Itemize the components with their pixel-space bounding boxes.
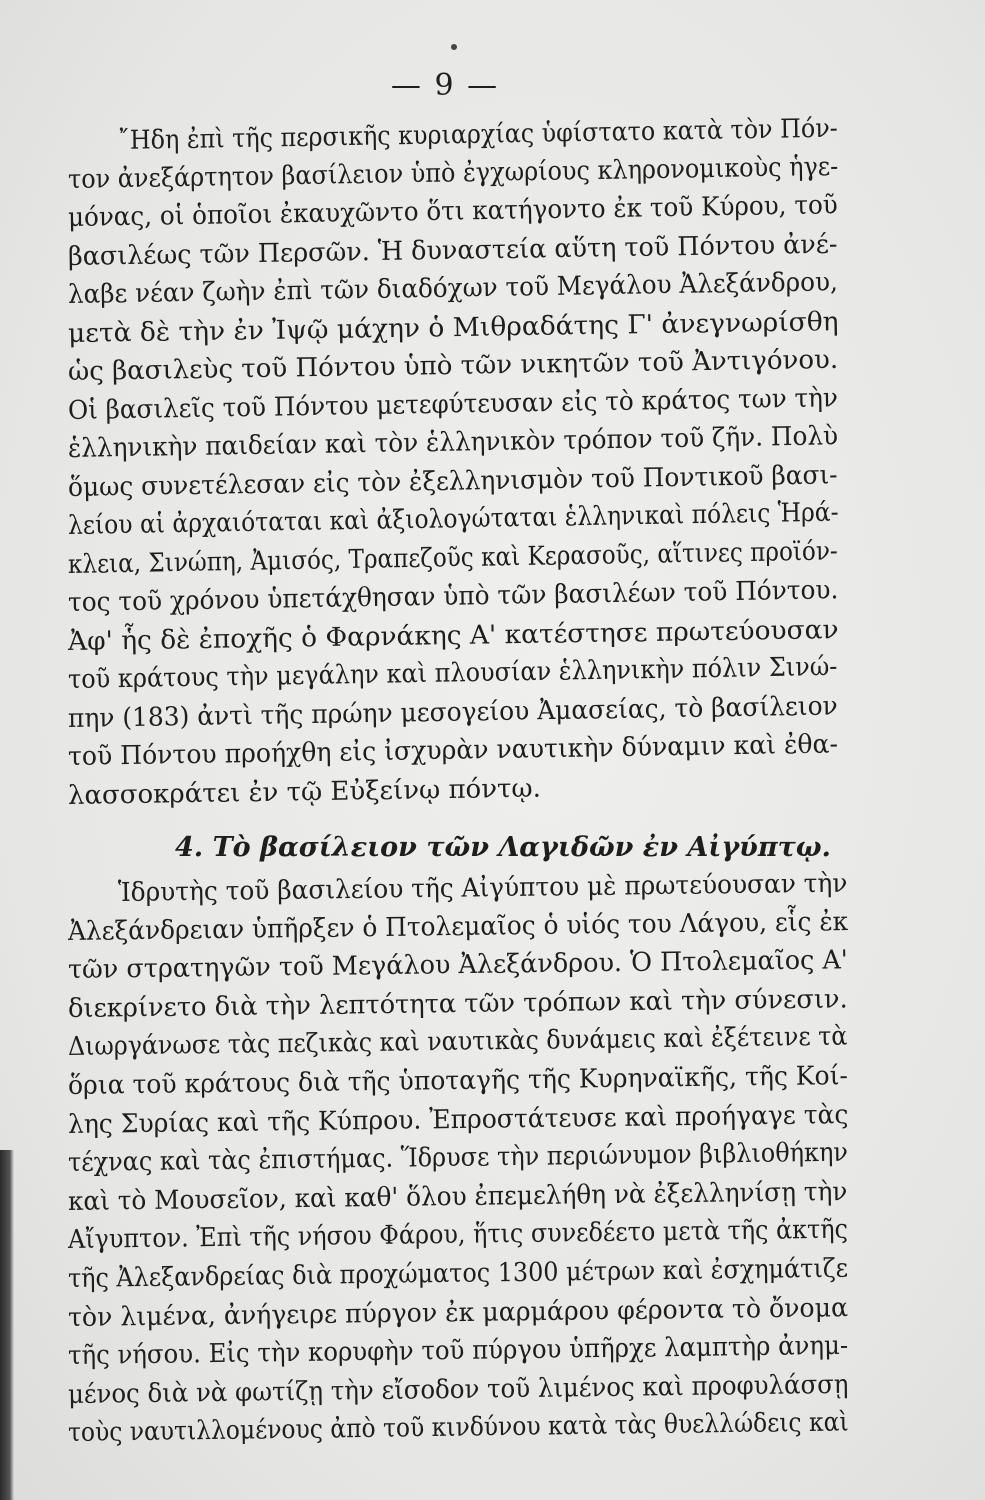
text-line: λης Συρίας καὶ τῆς Κύπρου. Ἐπροστάτευσε καὶ προήγαγε τὰς: [67, 1099, 849, 1140]
page-number: — 9 —: [390, 68, 500, 103]
text-line: καὶ τὸ Μουσεῖον, καὶ καθ' ὅλου ἐπεμελήθη νὰ ἐξελληνίσῃ τὴν: [67, 1176, 848, 1217]
text-line: βασιλέως τῶν Περσῶν. Ἡ δυναστεία αὕτη τοῦ Πόντου ἀνέ-: [67, 229, 838, 272]
text-line: κλεια, Σινώπη, Ἀμισός, Τραπεζοῦς καὶ Κερασοῦς, αἵτινες προϊόν-: [67, 535, 838, 580]
text-line: μένος διὰ νὰ φωτίζῃ τὴν εἴσοδον τοῦ λιμένος καὶ προφυλάσσῃ: [67, 1369, 849, 1410]
text-line: ὡς βασιλεὺς τοῦ Πόντου ὑπὸ τῶν νικητῶν τοῦ Ἀντιγόνου.: [67, 344, 839, 387]
text-line: τὸν λιμένα, ἀνήγειρε πύργον ἐκ μαρμάρου φέροντα τὸ ὄνομα: [67, 1292, 849, 1333]
text-line: λαβε νέαν ζωὴν ἐπὶ τῶν διαδόχων τοῦ Μεγάλου Ἀλεξάνδρου,: [67, 267, 839, 310]
text-line: Διωργάνωσε τὰς πεζικὰς καὶ ναυτικὰς δυνάμεις καὶ ἐξέτεινε τὰ: [67, 1021, 848, 1063]
text-line: ῎Ηδη ἐπὶ τῆς περσικῆς κυριαρχίας ὑφίστατο κατὰ τὸν Πόν-: [117, 113, 838, 156]
text-line: τοὺς ναυτιλλομένους ἀπὸ τοῦ κινδύνου κατὰ τὰς θυελλώδεις καὶ: [67, 1407, 849, 1449]
text-line: Ἀφ' ἧς δὲ ἐποχῆς ὁ Φαρνάκης Α' κατέστησε πρωτεύουσαν: [67, 614, 839, 657]
ink-dot: [451, 44, 457, 50]
text-line: μετὰ δὲ τὴν ἐν Ἰψῷ μάχην ὁ Μιθραδάτης Γ' ἀνεγνωρίσθη: [67, 306, 839, 349]
text-line: λασσοκράτει ἐν τῷ Εὐξείνῳ πόντῳ.: [67, 773, 542, 811]
text-line: τῶν στρατηγῶν τοῦ Μεγάλου Ἀλεξάνδρου. Ὁ Πτολεμαῖος Α': [67, 945, 848, 986]
text-line: τον ἀνεξάρτητον βασίλειον ὑπὸ ἐγχωρίους κληρονομικοὺς ἡγε-: [67, 151, 839, 195]
text-line: τοῦ κράτους τὴν μεγάλην καὶ πλουσίαν ἑλληνικὴν πόλιν Σινώ-: [67, 651, 838, 695]
text-line: τος τοῦ χρόνου ὑπετάχθησαν ὑπὸ τῶν βασιλέων τοῦ Πόντου.: [67, 575, 839, 618]
section-heading-lagids: 4. Τὸ βασίλειον τῶν Λαγιδῶν ἐν Αἰγύπτῳ.: [175, 832, 831, 863]
text-line: Ἀλεξάνδρειαν ὑπῆρξεν ὁ Πτολεμαῖος ὁ υἱός του Λάγου, εἷς ἐκ: [67, 906, 849, 947]
scan-edge-shadow: [0, 1150, 14, 1500]
text-line: τῆς νήσου. Εἰς τὴν κορυφὴν τοῦ πύργου ὑπῆρχε λαμπτὴρ ἀνημ-: [67, 1331, 849, 1372]
text-line: τέχνας καὶ τὰς ἐπιστήμας. Ἵδρυσε τὴν περιώνυμον βιβλιοθήκην: [67, 1137, 849, 1179]
text-line: μόνας, οἱ ὁποῖοι ἐκαυχῶντο ὅτι κατήγοντο ἐκ τοῦ Κύρου, τοῦ: [67, 190, 838, 233]
text-line: τῆς Ἀλεξανδρείας διὰ προχώματος 1300 μέτρων καὶ ἐσχημάτιζε: [67, 1253, 849, 1294]
text-line: Ἱδρυτὴς τοῦ βασιλείου τῆς Αἰγύπτου μὲ πρωτεύουσαν τὴν: [117, 868, 848, 908]
text-line: πην (183) ἀντὶ τῆς πρώην μεσογείου Ἀμασείας, τὸ βασίλειον: [67, 690, 838, 734]
text-line: λείου αἱ ἀρχαιόταται καὶ ἀξιολογώταται ἑλληνικαὶ πόλεις Ἡρά-: [67, 497, 839, 541]
text-line: ὅμως συνετέλεσαν εἰς τὸν ἐξελληνισμὸν τοῦ Ποντικοῦ βασι-: [67, 459, 838, 503]
text-line: Οἱ βασιλεῖς τοῦ Πόντου μετεφύτευσαν εἰς τὸ κράτος των τὴν: [67, 382, 839, 426]
text-line: διεκρίνετο διὰ τὴν λεπτότητα τῶν τρόπων καὶ τὴν σύνεσιν.: [67, 984, 848, 1024]
text-line: ἑλληνικὴν παιδείαν καὶ τὸν ἑλληνικὸν τρόπον τοῦ ζῆν. Πολὺ: [67, 421, 839, 464]
text-line: ὅρια τοῦ κράτους διὰ τῆς ὑποταγῆς τῆς Κυρηναϊκῆς, τῆς Κοί-: [67, 1061, 849, 1101]
text-line: Αἴγυπτον. Ἐπὶ τῆς νήσου Φάρου, ἥτις συνεδέετο μετὰ τῆς ἀκτῆς: [67, 1215, 849, 1256]
text-line: τοῦ Πόντου προήχθη εἰς ἰσχυρὰν ναυτικὴν δύναμιν καὶ ἐθα-: [67, 729, 839, 772]
